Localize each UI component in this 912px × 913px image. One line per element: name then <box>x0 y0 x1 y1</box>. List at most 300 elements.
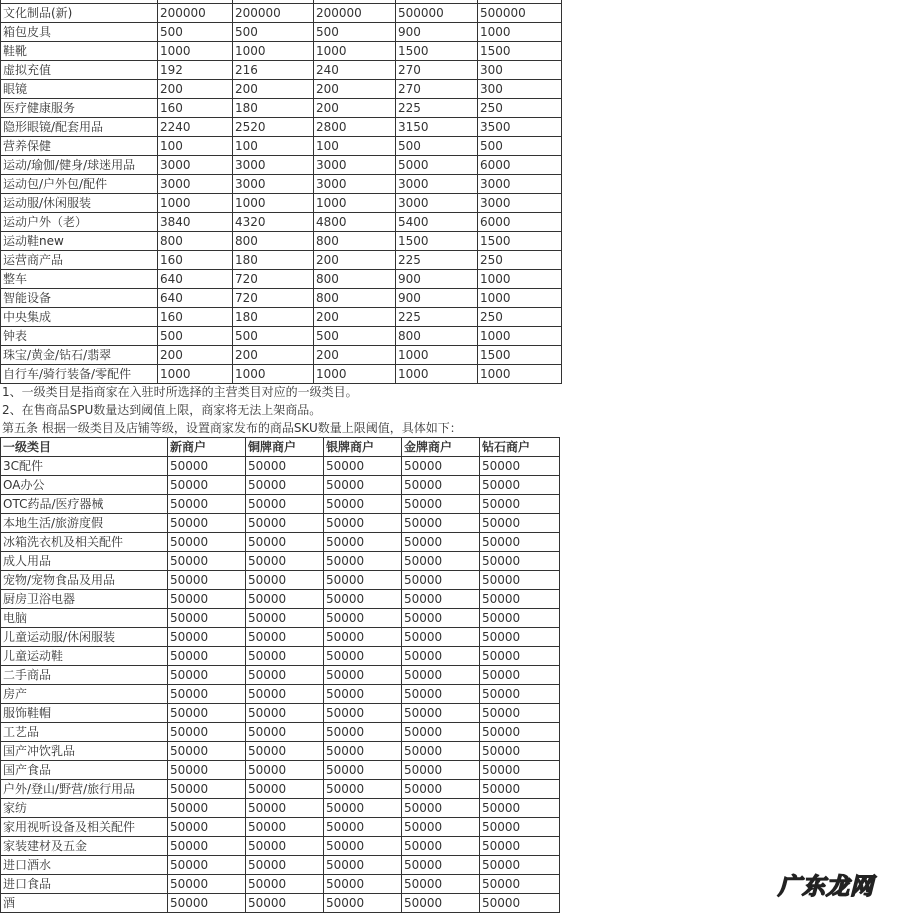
value-cell: 180 <box>233 251 314 270</box>
category-cell: 智能设备 <box>1 289 158 308</box>
value-cell: 50000 <box>324 723 402 742</box>
value-cell: 50000 <box>480 495 560 514</box>
value-cell: 50000 <box>480 704 560 723</box>
value-cell: 500000 <box>396 4 478 23</box>
value-cell: 2240 <box>158 118 233 137</box>
table-row <box>1 609 560 628</box>
value-cell: 5400 <box>396 213 478 232</box>
value-cell: 500 <box>158 327 233 346</box>
category-cell: OA办公 <box>1 476 168 495</box>
category-cell: 3C配件 <box>1 457 168 476</box>
value-cell: 100 <box>314 137 396 156</box>
value-cell: 100 <box>233 137 314 156</box>
value-cell: 50000 <box>324 647 402 666</box>
value-cell: 50000 <box>402 704 480 723</box>
value-cell: 50000 <box>324 818 402 837</box>
table-row <box>1 533 560 552</box>
category-cell: 家用视听设备及相关配件 <box>1 818 168 837</box>
value-cell: 800 <box>158 232 233 251</box>
value-cell: 160 <box>158 251 233 270</box>
value-cell: 640 <box>158 270 233 289</box>
value-cell: 192 <box>158 61 233 80</box>
value-cell: 50000 <box>246 457 324 476</box>
value-cell: 50000 <box>246 609 324 628</box>
sku-limit-table <box>0 437 560 913</box>
value-cell: 50000 <box>324 552 402 571</box>
value-cell: 50000 <box>324 609 402 628</box>
value-cell: 50000 <box>168 609 246 628</box>
value-cell: 50000 <box>324 571 402 590</box>
value-cell: 50000 <box>402 457 480 476</box>
value-cell: 50000 <box>402 590 480 609</box>
value-cell: 50000 <box>246 552 324 571</box>
category-cell: OTC药品/医疗器械 <box>1 495 168 514</box>
category-cell: 冰箱洗衣机及相关配件 <box>1 533 168 552</box>
category-cell: 珠宝/黄金/钻石/翡翠 <box>1 346 158 365</box>
value-cell: 50000 <box>324 476 402 495</box>
value-cell: 50000 <box>168 476 246 495</box>
category-cell: 本地生活/旅游度假 <box>1 514 168 533</box>
value-cell: 50000 <box>402 666 480 685</box>
category-cell: 钟表 <box>1 327 158 346</box>
value-cell: 50000 <box>402 799 480 818</box>
category-cell: 营养保健 <box>1 137 158 156</box>
value-cell: 50000 <box>324 742 402 761</box>
value-cell: 180 <box>233 99 314 118</box>
category-cell: 酒 <box>1 894 168 913</box>
value-cell: 50000 <box>168 818 246 837</box>
category-cell: 医疗健康服务 <box>1 99 158 118</box>
value-cell: 50000 <box>480 628 560 647</box>
value-cell: 50000 <box>480 533 560 552</box>
value-cell: 1500 <box>478 42 562 61</box>
value-cell: 50000 <box>480 476 560 495</box>
value-cell: 50000 <box>246 647 324 666</box>
value-cell: 200000 <box>158 4 233 23</box>
value-cell: 50000 <box>168 780 246 799</box>
value-cell: 50000 <box>402 723 480 742</box>
value-cell: 50000 <box>168 457 246 476</box>
value-cell: 50000 <box>480 571 560 590</box>
value-cell: 200 <box>314 346 396 365</box>
category-cell: 箱包皮具 <box>1 23 158 42</box>
header-bronze: 铜牌商户 <box>246 438 324 457</box>
table-row <box>1 42 562 61</box>
value-cell: 3000 <box>314 175 396 194</box>
value-cell: 1000 <box>314 365 396 384</box>
table-row <box>1 99 562 118</box>
value-cell: 300 <box>478 61 562 80</box>
category-cell: 隐形眼镜/配套用品 <box>1 118 158 137</box>
value-cell: 50000 <box>480 609 560 628</box>
value-cell: 50000 <box>168 761 246 780</box>
value-cell: 50000 <box>246 476 324 495</box>
value-cell: 1000 <box>233 42 314 61</box>
category-cell: 宠物/宠物食品及用品 <box>1 571 168 590</box>
note-1: 1、一级类目是指商家在入驻时所选择的主营类目对应的一级类目。 <box>2 385 358 399</box>
value-cell: 500 <box>478 137 562 156</box>
value-cell: 50000 <box>402 514 480 533</box>
value-cell: 50000 <box>246 704 324 723</box>
value-cell: 50000 <box>324 799 402 818</box>
value-cell: 900 <box>396 289 478 308</box>
value-cell: 50000 <box>402 495 480 514</box>
category-cell: 鞋靴 <box>1 42 158 61</box>
value-cell: 250 <box>478 251 562 270</box>
table-row <box>1 799 560 818</box>
value-cell: 50000 <box>168 514 246 533</box>
value-cell: 50000 <box>402 818 480 837</box>
value-cell: 50000 <box>168 742 246 761</box>
value-cell: 50000 <box>246 590 324 609</box>
value-cell: 50000 <box>246 742 324 761</box>
value-cell: 1000 <box>478 365 562 384</box>
value-cell: 500000 <box>478 4 562 23</box>
category-cell: 儿童运动鞋 <box>1 647 168 666</box>
value-cell: 160 <box>158 99 233 118</box>
value-cell: 50000 <box>324 685 402 704</box>
table-row <box>1 251 562 270</box>
table-row <box>1 61 562 80</box>
value-cell: 800 <box>314 232 396 251</box>
table-row <box>1 327 562 346</box>
table-row <box>1 137 562 156</box>
value-cell: 640 <box>158 289 233 308</box>
value-cell: 50000 <box>324 457 402 476</box>
value-cell: 3000 <box>158 156 233 175</box>
value-cell: 50000 <box>480 723 560 742</box>
value-cell: 50000 <box>402 552 480 571</box>
sku-limit-table-top <box>0 0 562 384</box>
value-cell: 50000 <box>168 628 246 647</box>
category-cell: 运动包/户外包/配件 <box>1 175 158 194</box>
value-cell: 50000 <box>324 533 402 552</box>
value-cell: 270 <box>396 80 478 99</box>
value-cell: 720 <box>233 289 314 308</box>
value-cell: 50000 <box>402 533 480 552</box>
value-cell: 50000 <box>480 761 560 780</box>
value-cell: 3000 <box>396 175 478 194</box>
table-row <box>1 156 562 175</box>
note-2: 2、在售商品SPU数量达到阈值上限，商家将无法上架商品。 <box>2 403 322 417</box>
table-row <box>1 308 562 327</box>
category-cell: 眼镜 <box>1 80 158 99</box>
value-cell: 1000 <box>396 346 478 365</box>
table-row <box>1 666 560 685</box>
table-row <box>1 476 560 495</box>
value-cell: 1000 <box>233 194 314 213</box>
value-cell: 3150 <box>396 118 478 137</box>
value-cell: 50000 <box>246 856 324 875</box>
value-cell: 225 <box>396 251 478 270</box>
table-header-row <box>1 438 560 457</box>
table-row <box>1 571 560 590</box>
value-cell: 500 <box>314 327 396 346</box>
value-cell: 4320 <box>233 213 314 232</box>
value-cell: 50000 <box>480 590 560 609</box>
value-cell: 50000 <box>168 875 246 894</box>
value-cell: 800 <box>314 270 396 289</box>
value-cell: 1000 <box>158 365 233 384</box>
value-cell: 50000 <box>324 780 402 799</box>
value-cell: 250 <box>478 99 562 118</box>
value-cell: 50000 <box>324 704 402 723</box>
category-cell: 二手商品 <box>1 666 168 685</box>
value-cell: 50000 <box>168 894 246 913</box>
value-cell: 500 <box>396 137 478 156</box>
table-row <box>1 175 562 194</box>
value-cell: 50000 <box>246 799 324 818</box>
table-row <box>1 118 562 137</box>
value-cell: 800 <box>233 232 314 251</box>
value-cell: 50000 <box>324 856 402 875</box>
category-cell: 整车 <box>1 270 158 289</box>
table-row <box>1 213 562 232</box>
article-5-text: 第五条 根据一级类目及店铺等级，设置商家发布的商品SKU数量上限阈值，具体如下： <box>2 421 462 435</box>
value-cell: 3000 <box>233 156 314 175</box>
category-cell: 进口酒水 <box>1 856 168 875</box>
category-cell: 运动/瑜伽/健身/球迷用品 <box>1 156 158 175</box>
value-cell: 200 <box>314 80 396 99</box>
category-cell: 文化制品(新) <box>1 4 158 23</box>
table-row <box>1 23 562 42</box>
table-row <box>1 818 560 837</box>
value-cell: 50000 <box>246 837 324 856</box>
table-row <box>1 761 560 780</box>
value-cell: 50000 <box>168 685 246 704</box>
value-cell: 200000 <box>233 4 314 23</box>
value-cell: 1500 <box>396 232 478 251</box>
value-cell: 50000 <box>480 818 560 837</box>
header-category: 一级类目 <box>1 438 168 457</box>
value-cell: 3000 <box>158 175 233 194</box>
category-cell: 运动鞋new <box>1 232 158 251</box>
value-cell: 50000 <box>246 780 324 799</box>
value-cell: 1000 <box>478 270 562 289</box>
table-row <box>1 270 562 289</box>
value-cell: 1000 <box>314 42 396 61</box>
value-cell: 200 <box>314 99 396 118</box>
value-cell: 1000 <box>314 194 396 213</box>
value-cell: 1000 <box>478 23 562 42</box>
value-cell: 240 <box>314 61 396 80</box>
category-cell: 进口食品 <box>1 875 168 894</box>
category-cell: 家纺 <box>1 799 168 818</box>
value-cell: 50000 <box>402 875 480 894</box>
value-cell: 50000 <box>402 609 480 628</box>
value-cell: 50000 <box>402 761 480 780</box>
table-row <box>1 875 560 894</box>
value-cell: 500 <box>314 23 396 42</box>
value-cell: 50000 <box>402 647 480 666</box>
value-cell: 200 <box>314 251 396 270</box>
value-cell: 200 <box>158 346 233 365</box>
value-cell: 50000 <box>246 685 324 704</box>
table-row <box>1 856 560 875</box>
value-cell: 50000 <box>168 856 246 875</box>
category-cell: 家装建材及五金 <box>1 837 168 856</box>
category-cell: 房产 <box>1 685 168 704</box>
value-cell: 50000 <box>402 894 480 913</box>
value-cell: 500 <box>233 327 314 346</box>
value-cell: 50000 <box>480 780 560 799</box>
value-cell: 5000 <box>396 156 478 175</box>
value-cell: 1000 <box>158 42 233 61</box>
category-cell: 厨房卫浴电器 <box>1 590 168 609</box>
value-cell: 50000 <box>402 685 480 704</box>
value-cell: 50000 <box>246 875 324 894</box>
value-cell: 50000 <box>480 685 560 704</box>
table-row <box>1 723 560 742</box>
value-cell: 6000 <box>478 156 562 175</box>
value-cell: 200 <box>233 346 314 365</box>
table-row <box>1 742 560 761</box>
value-cell: 800 <box>314 289 396 308</box>
value-cell: 50000 <box>168 704 246 723</box>
header-silver: 银牌商户 <box>324 438 402 457</box>
value-cell: 50000 <box>402 742 480 761</box>
table-row <box>1 628 560 647</box>
value-cell: 200 <box>233 80 314 99</box>
value-cell: 2520 <box>233 118 314 137</box>
value-cell: 50000 <box>324 666 402 685</box>
value-cell: 50000 <box>246 894 324 913</box>
value-cell: 50000 <box>480 742 560 761</box>
header-diamond: 钻石商户 <box>480 438 560 457</box>
table-row <box>1 346 562 365</box>
value-cell: 1000 <box>478 289 562 308</box>
value-cell: 50000 <box>168 571 246 590</box>
value-cell: 50000 <box>324 875 402 894</box>
value-cell: 3000 <box>233 175 314 194</box>
value-cell: 50000 <box>480 552 560 571</box>
value-cell: 720 <box>233 270 314 289</box>
value-cell: 50000 <box>168 647 246 666</box>
value-cell: 3000 <box>314 156 396 175</box>
table-row <box>1 4 562 23</box>
category-cell: 户外/登山/野营/旅行用品 <box>1 780 168 799</box>
value-cell: 50000 <box>402 571 480 590</box>
table-row <box>1 495 560 514</box>
category-cell: 国产食品 <box>1 761 168 780</box>
value-cell: 50000 <box>168 590 246 609</box>
value-cell: 50000 <box>168 533 246 552</box>
table-row <box>1 365 562 384</box>
category-cell: 儿童运动服/休闲服装 <box>1 628 168 647</box>
value-cell: 3000 <box>478 175 562 194</box>
table-row <box>1 194 562 213</box>
category-cell: 运动户外（老） <box>1 213 158 232</box>
table-row <box>1 837 560 856</box>
value-cell: 1000 <box>396 365 478 384</box>
value-cell: 250 <box>478 308 562 327</box>
value-cell: 50000 <box>480 647 560 666</box>
value-cell: 50000 <box>402 628 480 647</box>
value-cell: 3500 <box>478 118 562 137</box>
table-row <box>1 514 560 533</box>
value-cell: 50000 <box>480 856 560 875</box>
category-cell: 自行车/骑行装备/零配件 <box>1 365 158 384</box>
value-cell: 200 <box>158 80 233 99</box>
value-cell: 50000 <box>246 495 324 514</box>
value-cell: 50000 <box>480 514 560 533</box>
category-cell: 中央集成 <box>1 308 158 327</box>
table-row <box>1 232 562 251</box>
value-cell: 270 <box>396 61 478 80</box>
value-cell: 900 <box>396 270 478 289</box>
value-cell: 800 <box>396 327 478 346</box>
value-cell: 3000 <box>478 194 562 213</box>
category-cell: 电脑 <box>1 609 168 628</box>
value-cell: 50000 <box>324 495 402 514</box>
value-cell: 200000 <box>314 4 396 23</box>
value-cell: 1500 <box>478 232 562 251</box>
value-cell: 50000 <box>246 818 324 837</box>
category-cell: 运营商产品 <box>1 251 158 270</box>
table-row <box>1 780 560 799</box>
category-cell: 国产冲饮乳品 <box>1 742 168 761</box>
value-cell: 50000 <box>246 514 324 533</box>
table-row <box>1 894 560 913</box>
value-cell: 50000 <box>246 571 324 590</box>
value-cell: 900 <box>396 23 478 42</box>
value-cell: 50000 <box>246 761 324 780</box>
table-row <box>1 685 560 704</box>
value-cell: 225 <box>396 99 478 118</box>
value-cell: 50000 <box>480 837 560 856</box>
value-cell: 3000 <box>396 194 478 213</box>
value-cell: 50000 <box>324 514 402 533</box>
value-cell: 1000 <box>158 194 233 213</box>
value-cell: 6000 <box>478 213 562 232</box>
value-cell: 500 <box>158 23 233 42</box>
value-cell: 1500 <box>478 346 562 365</box>
value-cell: 50000 <box>324 837 402 856</box>
table-row <box>1 80 562 99</box>
header-new: 新商户 <box>168 438 246 457</box>
value-cell: 50000 <box>480 894 560 913</box>
value-cell: 50000 <box>324 894 402 913</box>
value-cell: 50000 <box>246 666 324 685</box>
value-cell: 50000 <box>402 780 480 799</box>
value-cell: 50000 <box>168 799 246 818</box>
value-cell: 50000 <box>480 875 560 894</box>
table-row <box>1 590 560 609</box>
header-gold: 金牌商户 <box>402 438 480 457</box>
category-cell: 成人用品 <box>1 552 168 571</box>
value-cell: 50000 <box>402 476 480 495</box>
value-cell: 300 <box>478 80 562 99</box>
value-cell: 50000 <box>168 837 246 856</box>
value-cell: 1000 <box>233 365 314 384</box>
table-row <box>1 457 560 476</box>
value-cell: 100 <box>158 137 233 156</box>
value-cell: 50000 <box>168 495 246 514</box>
value-cell: 50000 <box>402 856 480 875</box>
table-row <box>1 704 560 723</box>
table-row <box>1 289 562 308</box>
value-cell: 50000 <box>168 723 246 742</box>
value-cell: 500 <box>233 23 314 42</box>
category-cell: 服饰鞋帽 <box>1 704 168 723</box>
value-cell: 2800 <box>314 118 396 137</box>
value-cell: 50000 <box>480 799 560 818</box>
category-cell: 虚拟充值 <box>1 61 158 80</box>
value-cell: 50000 <box>324 761 402 780</box>
value-cell: 50000 <box>402 837 480 856</box>
value-cell: 160 <box>158 308 233 327</box>
value-cell: 3840 <box>158 213 233 232</box>
